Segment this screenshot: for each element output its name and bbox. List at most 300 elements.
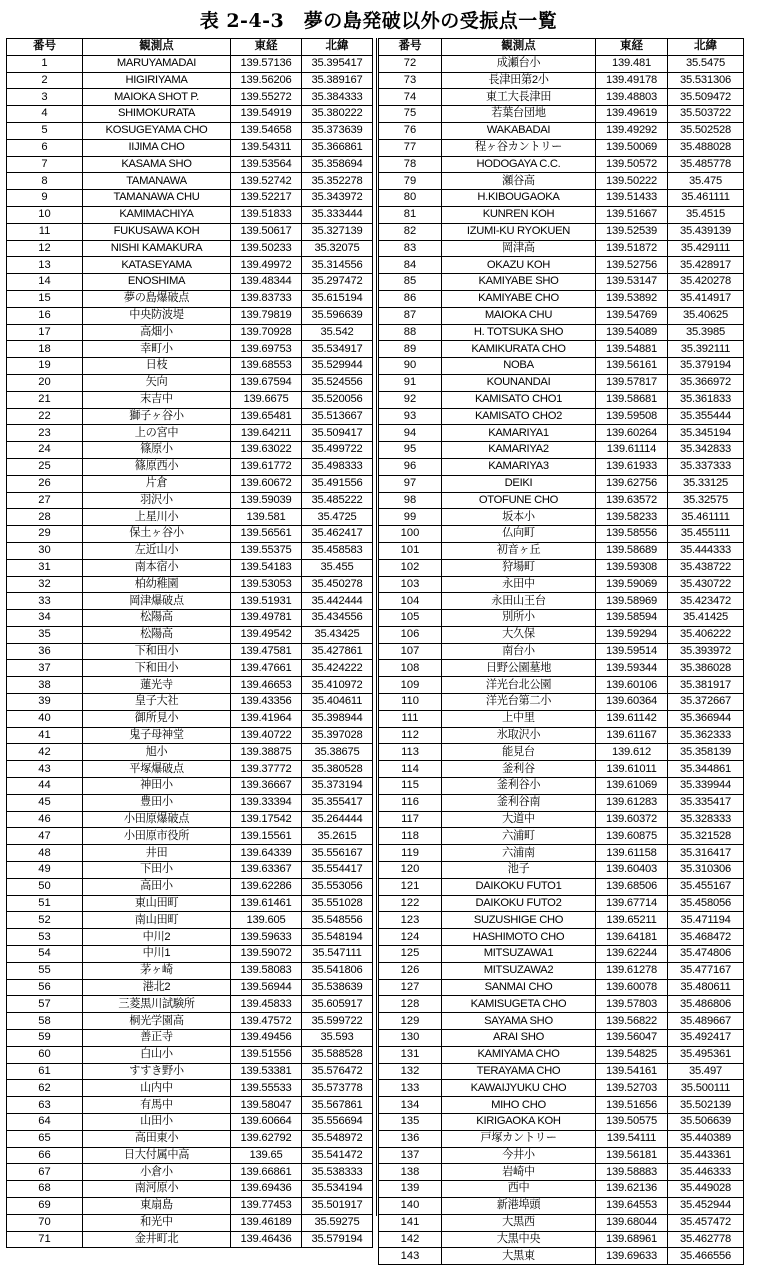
- station-number: 126: [379, 962, 442, 979]
- station-number: 38: [7, 677, 83, 694]
- station-number: 63: [7, 1097, 83, 1114]
- station-number: 52: [7, 912, 83, 929]
- station-name: 神田小: [83, 778, 231, 795]
- station-longitude: 139.58047: [231, 1097, 302, 1114]
- station-name: KAMARIYA2: [442, 442, 596, 459]
- station-number: 39: [7, 694, 83, 711]
- station-latitude: 35.495361: [668, 1046, 744, 1063]
- station-number: 101: [379, 542, 442, 559]
- station-name: 南台小: [442, 643, 596, 660]
- station-longitude: 139.61933: [596, 458, 668, 475]
- station-longitude: 139.53381: [231, 1063, 302, 1080]
- table-row: [7, 778, 373, 795]
- station-longitude: 139.50572: [596, 156, 668, 173]
- station-number: 102: [379, 559, 442, 576]
- table-row: [379, 1147, 744, 1164]
- station-latitude: 35.434556: [302, 610, 373, 627]
- station-latitude: 35.358139: [668, 744, 744, 761]
- station-name: KAMISUGETA CHO: [442, 996, 596, 1013]
- station-longitude: 139.47661: [231, 660, 302, 677]
- station-number: 79: [379, 173, 442, 190]
- station-name: 大黒中央: [442, 1231, 596, 1248]
- station-longitude: 139.605: [231, 912, 302, 929]
- table-row: [379, 358, 744, 375]
- station-longitude: 139.58689: [596, 542, 668, 559]
- station-number: 93: [379, 408, 442, 425]
- station-latitude: 35.429111: [668, 240, 744, 257]
- table-row: [7, 845, 373, 862]
- station-number: 40: [7, 710, 83, 727]
- station-name: 氷取沢小: [442, 727, 596, 744]
- station-name: 大黒東: [442, 1248, 596, 1265]
- station-number: 140: [379, 1197, 442, 1214]
- station-number: 72: [379, 55, 442, 72]
- station-name: 洋光台北公園: [442, 677, 596, 694]
- station-name: DEIKI: [442, 475, 596, 492]
- table-row: [379, 156, 744, 173]
- station-name: 大黒西: [442, 1214, 596, 1231]
- station-number: 70: [7, 1214, 83, 1231]
- station-name: IZUMI-KU RYOKUEN: [442, 223, 596, 240]
- station-latitude: 35.439139: [668, 223, 744, 240]
- station-number: 141: [379, 1214, 442, 1231]
- station-number: 90: [379, 358, 442, 375]
- station-name: 永田中: [442, 576, 596, 593]
- station-latitude: 35.513667: [302, 408, 373, 425]
- table-row: [7, 442, 373, 459]
- station-latitude: 35.392111: [668, 341, 744, 358]
- station-number: 117: [379, 811, 442, 828]
- station-latitude: 35.414917: [668, 290, 744, 307]
- station-number: 92: [379, 391, 442, 408]
- station-number: 23: [7, 425, 83, 442]
- table-row: [379, 845, 744, 862]
- station-number: 107: [379, 643, 442, 660]
- header-name: 観測点: [83, 39, 231, 56]
- station-name: 東工大長津田: [442, 89, 596, 106]
- station-latitude: 35.547111: [302, 946, 373, 963]
- station-longitude: 139.41964: [231, 710, 302, 727]
- station-longitude: 139.68553: [231, 358, 302, 375]
- station-longitude: 139.60106: [596, 677, 668, 694]
- table-row: [7, 862, 373, 879]
- station-latitude: 35.538333: [302, 1164, 373, 1181]
- station-number: 124: [379, 929, 442, 946]
- station-number: 2: [7, 72, 83, 89]
- station-number: 108: [379, 660, 442, 677]
- station-longitude: 139.52539: [596, 223, 668, 240]
- station-latitude: 35.499722: [302, 442, 373, 459]
- station-number: 112: [379, 727, 442, 744]
- header-lat: 北緯: [668, 39, 744, 56]
- station-longitude: 139.79819: [231, 307, 302, 324]
- station-name: 小田原市役所: [83, 828, 231, 845]
- table-row: [7, 1130, 373, 1147]
- station-latitude: 35.462778: [668, 1231, 744, 1248]
- station-name: 片倉: [83, 475, 231, 492]
- table-row: [7, 593, 373, 610]
- station-longitude: 139.54089: [596, 324, 668, 341]
- station-number: 8: [7, 173, 83, 190]
- station-latitude: 35.430722: [668, 576, 744, 593]
- station-longitude: 139.63022: [231, 442, 302, 459]
- station-longitude: 139.60672: [231, 475, 302, 492]
- station-name: 東山田町: [83, 895, 231, 912]
- table-row: [7, 1214, 373, 1231]
- station-latitude: 35.358694: [302, 156, 373, 173]
- station-name: 篠原小: [83, 442, 231, 459]
- station-table-left: [6, 38, 373, 1248]
- station-longitude: 139.69436: [231, 1181, 302, 1198]
- station-latitude: 35.40625: [668, 307, 744, 324]
- station-latitude: 35.343972: [302, 190, 373, 207]
- table-row: [379, 744, 744, 761]
- table-row: [7, 559, 373, 576]
- station-name: 程ヶ谷カントリー: [442, 139, 596, 156]
- station-longitude: 139.52703: [596, 1080, 668, 1097]
- station-longitude: 139.61158: [596, 845, 668, 862]
- station-longitude: 139.51667: [596, 206, 668, 223]
- station-number: 36: [7, 643, 83, 660]
- table-row: [7, 610, 373, 627]
- station-number: 86: [379, 290, 442, 307]
- station-name: KAMIYABE CHO: [442, 290, 596, 307]
- station-name: WAKABADAI: [442, 122, 596, 139]
- station-name: 豊田小: [83, 794, 231, 811]
- station-longitude: 139.61069: [596, 778, 668, 795]
- station-longitude: 139.60664: [231, 1114, 302, 1131]
- station-name: SHIMOKURATA: [83, 106, 231, 123]
- station-name: 松陽高: [83, 626, 231, 643]
- table-row: [379, 89, 744, 106]
- station-latitude: 35.548556: [302, 912, 373, 929]
- table-row: [379, 643, 744, 660]
- table-row: [379, 626, 744, 643]
- station-name: 下和田小: [83, 643, 231, 660]
- station-number: 1: [7, 55, 83, 72]
- table-row: [379, 761, 744, 778]
- station-number: 123: [379, 912, 442, 929]
- station-longitude: 139.56822: [596, 1013, 668, 1030]
- table-row: [379, 240, 744, 257]
- table-row: [379, 660, 744, 677]
- table-row: [379, 190, 744, 207]
- station-longitude: 139.37772: [231, 761, 302, 778]
- station-name: SUZUSHIGE CHO: [442, 912, 596, 929]
- table-row: [379, 1197, 744, 1214]
- table-row: [379, 139, 744, 156]
- station-longitude: 139.67594: [231, 374, 302, 391]
- station-name: 洋光台第二小: [442, 694, 596, 711]
- station-number: 98: [379, 492, 442, 509]
- station-latitude: 35.588528: [302, 1046, 373, 1063]
- table-row: [7, 946, 373, 963]
- table-row: [379, 1097, 744, 1114]
- station-number: 131: [379, 1046, 442, 1063]
- station-latitude: 35.316417: [668, 845, 744, 862]
- station-number: 138: [379, 1164, 442, 1181]
- station-name: 松陽高: [83, 610, 231, 627]
- table-row: [379, 290, 744, 307]
- table-row: [7, 408, 373, 425]
- station-number: 104: [379, 593, 442, 610]
- station-longitude: 139.53053: [231, 576, 302, 593]
- station-latitude: 35.32575: [668, 492, 744, 509]
- station-longitude: 139.59633: [231, 929, 302, 946]
- station-longitude: 139.64553: [596, 1197, 668, 1214]
- table-row: [7, 626, 373, 643]
- station-latitude: 35.345194: [668, 425, 744, 442]
- station-name: H. TOTSUKA SHO: [442, 324, 596, 341]
- table-row: [379, 694, 744, 711]
- station-number: 110: [379, 694, 442, 711]
- station-longitude: 139.57817: [596, 374, 668, 391]
- station-number: 139: [379, 1181, 442, 1198]
- station-number: 19: [7, 358, 83, 375]
- station-name: 井田: [83, 845, 231, 862]
- station-number: 24: [7, 442, 83, 459]
- station-name: 初音ヶ丘: [442, 542, 596, 559]
- station-longitude: 139.612: [596, 744, 668, 761]
- station-number: 33: [7, 593, 83, 610]
- table-row: [379, 542, 744, 559]
- table-row: [379, 962, 744, 979]
- table-row: [379, 1114, 744, 1131]
- table-row: [379, 1030, 744, 1047]
- station-latitude: 35.579194: [302, 1231, 373, 1248]
- table-row: [7, 475, 373, 492]
- station-name: 平塚爆破点: [83, 761, 231, 778]
- station-longitude: 139.59308: [596, 559, 668, 576]
- station-longitude: 139.68961: [596, 1231, 668, 1248]
- table-row: [7, 509, 373, 526]
- station-number: 28: [7, 509, 83, 526]
- table-row: [379, 1063, 744, 1080]
- station-latitude: 35.488028: [668, 139, 744, 156]
- station-longitude: 139.61283: [596, 794, 668, 811]
- table-row: [7, 1231, 373, 1248]
- station-longitude: 139.50575: [596, 1114, 668, 1131]
- table-row: [379, 173, 744, 190]
- station-number: 67: [7, 1164, 83, 1181]
- station-number: 129: [379, 1013, 442, 1030]
- station-longitude: 139.64211: [231, 425, 302, 442]
- station-longitude: 139.51931: [231, 593, 302, 610]
- station-latitude: 35.386028: [668, 660, 744, 677]
- station-latitude: 35.444333: [668, 542, 744, 559]
- station-number: 71: [7, 1231, 83, 1248]
- table-row: [379, 576, 744, 593]
- table-row: [7, 72, 373, 89]
- station-latitude: 35.475: [668, 173, 744, 190]
- station-longitude: 139.15561: [231, 828, 302, 845]
- table-row: [7, 458, 373, 475]
- station-latitude: 35.366972: [668, 374, 744, 391]
- table-row: [7, 542, 373, 559]
- station-latitude: 35.452944: [668, 1197, 744, 1214]
- table-row: [7, 89, 373, 106]
- station-longitude: 139.33394: [231, 794, 302, 811]
- station-number: 34: [7, 610, 83, 627]
- station-number: 22: [7, 408, 83, 425]
- station-name: MARUYAMADAI: [83, 55, 231, 72]
- station-latitude: 35.373639: [302, 122, 373, 139]
- station-number: 81: [379, 206, 442, 223]
- table-row: [7, 576, 373, 593]
- station-name: 柏幼稚園: [83, 576, 231, 593]
- station-latitude: 35.534194: [302, 1181, 373, 1198]
- station-name: 小倉小: [83, 1164, 231, 1181]
- table-row: [7, 912, 373, 929]
- table-row: [379, 509, 744, 526]
- station-number: 41: [7, 727, 83, 744]
- station-longitude: 139.54183: [231, 559, 302, 576]
- station-longitude: 139.48803: [596, 89, 668, 106]
- station-latitude: 35.327139: [302, 223, 373, 240]
- table-row: [7, 1030, 373, 1047]
- station-name: 獅子ヶ谷小: [83, 408, 231, 425]
- station-latitude: 35.455111: [668, 526, 744, 543]
- station-number: 120: [379, 862, 442, 879]
- station-name: KAMARIYA1: [442, 425, 596, 442]
- station-latitude: 35.339944: [668, 778, 744, 795]
- station-longitude: 139.56561: [231, 526, 302, 543]
- table-row: [7, 324, 373, 341]
- table-row: [7, 1046, 373, 1063]
- station-latitude: 35.314556: [302, 257, 373, 274]
- station-latitude: 35.497: [668, 1063, 744, 1080]
- table-row: [7, 257, 373, 274]
- station-latitude: 35.520056: [302, 391, 373, 408]
- station-number: 69: [7, 1197, 83, 1214]
- station-number: 66: [7, 1147, 83, 1164]
- station-longitude: 139.58681: [596, 391, 668, 408]
- station-longitude: 139.54111: [596, 1130, 668, 1147]
- table-row: [7, 290, 373, 307]
- table-row: [379, 274, 744, 291]
- station-name: 別所小: [442, 610, 596, 627]
- table-row: [379, 106, 744, 123]
- column-divider: [372, 38, 377, 1216]
- station-longitude: 139.47581: [231, 643, 302, 660]
- station-longitude: 139.68506: [596, 878, 668, 895]
- table-row: [379, 55, 744, 72]
- station-name: KASAMA SHO: [83, 156, 231, 173]
- station-latitude: 35.486806: [668, 996, 744, 1013]
- station-latitude: 35.333444: [302, 206, 373, 223]
- table-row: [7, 761, 373, 778]
- table-row: [379, 1013, 744, 1030]
- station-number: 89: [379, 341, 442, 358]
- table-row: [7, 1164, 373, 1181]
- station-latitude: 35.43425: [302, 626, 373, 643]
- station-longitude: 139.49178: [596, 72, 668, 89]
- table-row: [379, 1231, 744, 1248]
- station-latitude: 35.593: [302, 1030, 373, 1047]
- table-row: [7, 929, 373, 946]
- station-name: KAMIYAMA CHO: [442, 1046, 596, 1063]
- station-longitude: 139.64181: [596, 929, 668, 946]
- station-longitude: 139.65: [231, 1147, 302, 1164]
- station-name: 上の宮中: [83, 425, 231, 442]
- station-number: 45: [7, 794, 83, 811]
- station-number: 135: [379, 1114, 442, 1131]
- station-longitude: 139.53892: [596, 290, 668, 307]
- station-longitude: 139.59344: [596, 660, 668, 677]
- table-row: [379, 778, 744, 795]
- station-longitude: 139.58594: [596, 610, 668, 627]
- station-number: 95: [379, 442, 442, 459]
- table-row: [7, 1147, 373, 1164]
- station-longitude: 139.481: [596, 55, 668, 72]
- table-row: [379, 1046, 744, 1063]
- table-row: [379, 408, 744, 425]
- table-row: [7, 727, 373, 744]
- station-latitude: 35.615194: [302, 290, 373, 307]
- station-longitude: 139.63367: [231, 862, 302, 879]
- station-number: 21: [7, 391, 83, 408]
- table-row: [379, 1181, 744, 1198]
- station-latitude: 35.389167: [302, 72, 373, 89]
- station-number: 127: [379, 979, 442, 996]
- table-row: [379, 374, 744, 391]
- station-latitude: 35.461111: [668, 509, 744, 526]
- station-name: 東扇島: [83, 1197, 231, 1214]
- station-number: 134: [379, 1097, 442, 1114]
- station-number: 6: [7, 139, 83, 156]
- station-longitude: 139.63572: [596, 492, 668, 509]
- station-number: 12: [7, 240, 83, 257]
- station-longitude: 139.51872: [596, 240, 668, 257]
- station-name: 岩崎中: [442, 1164, 596, 1181]
- station-name: HODOGAYA C.C.: [442, 156, 596, 173]
- station-number: 122: [379, 895, 442, 912]
- station-latitude: 35.500111: [668, 1080, 744, 1097]
- station-name: 皇子大社: [83, 694, 231, 711]
- station-name: NOBA: [442, 358, 596, 375]
- header-lon: 東経: [596, 39, 668, 56]
- station-name: OKAZU KOH: [442, 257, 596, 274]
- station-longitude: 139.77453: [231, 1197, 302, 1214]
- station-number: 137: [379, 1147, 442, 1164]
- station-name: 瀬谷高: [442, 173, 596, 190]
- station-longitude: 139.60372: [596, 811, 668, 828]
- station-latitude: 35.2615: [302, 828, 373, 845]
- station-latitude: 35.406222: [668, 626, 744, 643]
- station-name: 旭小: [83, 744, 231, 761]
- station-latitude: 35.489667: [668, 1013, 744, 1030]
- station-longitude: 139.48344: [231, 274, 302, 291]
- station-latitude: 35.502139: [668, 1097, 744, 1114]
- table-row: [7, 1181, 373, 1198]
- station-latitude: 35.498333: [302, 458, 373, 475]
- station-latitude: 35.531306: [668, 72, 744, 89]
- station-longitude: 139.57803: [596, 996, 668, 1013]
- station-number: 125: [379, 946, 442, 963]
- station-longitude: 139.83733: [231, 290, 302, 307]
- table-row: [379, 307, 744, 324]
- station-name: KUNREN KOH: [442, 206, 596, 223]
- station-latitude: 35.361833: [668, 391, 744, 408]
- station-name: 南山田町: [83, 912, 231, 929]
- station-name: KATASEYAMA: [83, 257, 231, 274]
- station-longitude: 139.51656: [596, 1097, 668, 1114]
- table-row: [7, 358, 373, 375]
- table-row: [7, 694, 373, 711]
- station-number: 7: [7, 156, 83, 173]
- station-number: 105: [379, 610, 442, 627]
- table-row: [379, 1130, 744, 1147]
